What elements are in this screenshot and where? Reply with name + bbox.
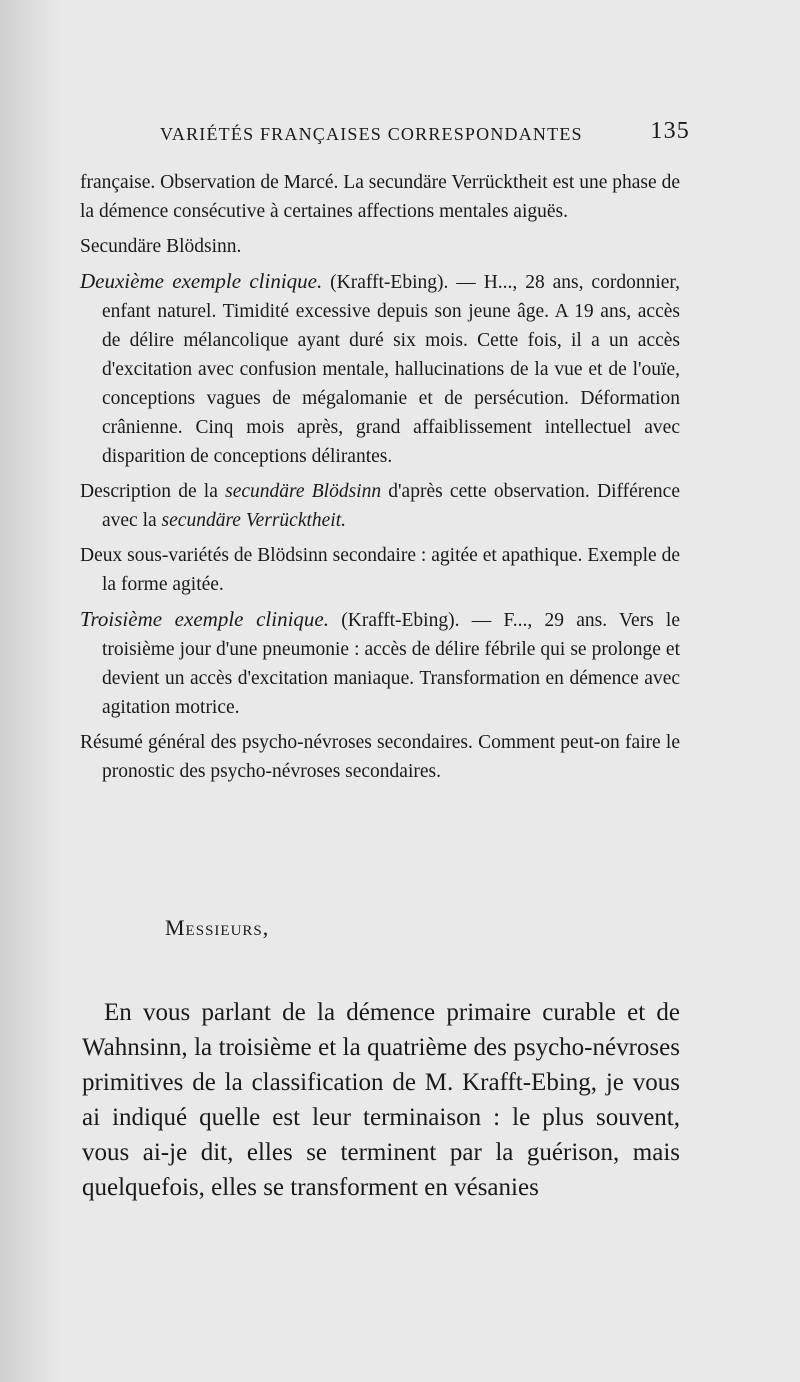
case-text: (Krafft-Ebing). — F..., 29 ans. Vers le troisième jour d'une pneumonie : accès de délire fébrile qui se prolonge et devient un accès d'excitation maniaque. Transformation en démence avec agitation motrice. — [102, 610, 680, 718]
summary-paragraph — [80, 267, 680, 471]
italic-term: secundäre Verrücktheit. — [161, 510, 347, 531]
summary-paragraph: Résumé général des psycho-névroses secondaires. Comment peut-on faire le pronostic des psycho-névroses secondaires. — [80, 732, 680, 782]
binding-shadow — [0, 0, 60, 1382]
body-paragraph: En vous parlant de la démence primaire curable et de Wahnsinn, la troisième et la quatrième des psycho-névroses primitives de la classification de M. Krafft-Ebing, je vous ai indiqué quelle est leur terminaison : le plus souvent, vous ai-je dit, elles se terminent par la guérison, mais quelquefois, elles se transforment en vésanies — [82, 999, 680, 1201]
summary-paragraph: française. Observation de Marcé. La secundäre Verrücktheit est une phase de la démence consécutive à certaines affections mentales aiguës. — [80, 172, 680, 222]
case-heading: Deuxième exemple clinique. — [80, 269, 323, 293]
text-run: d'après cette observation. Différence avec la — [102, 481, 680, 531]
case-heading: Troisième exemple clinique. — [80, 607, 329, 631]
chapter-summary — [80, 168, 680, 792]
salutation: Messieurs, — [165, 915, 270, 940]
text-run: Description de la — [80, 481, 226, 502]
summary-paragraph: Deux sous-variétés de Blödsinn secondaire : agitée et apathique. Exemple de la forme agitée. — [80, 545, 680, 595]
case-text: (Krafft-Ebing). — H..., 28 ans, cordonnier, enfant naturel. Timidité excessive depuis son jeune âge. A 19 ans, accès de délire mélancolique ayant duré six mois. Cette fois, il a un accès d'excitation avec confusion mentale, hallucinations de la vue et de l'ouïe, conceptions vagues de mégalomanie et de persécution. Déformation crânienne. Cinq mois après, grand affaiblissement intellectuel avec disparition de conceptions délirantes. — [102, 272, 680, 467]
italic-term: secundäre Blödsinn — [225, 481, 382, 502]
summary-heading: Secundäre Blödsinn. — [80, 236, 242, 257]
summary-paragraph — [80, 605, 680, 722]
running-title: VARIÉTÉS FRANÇAISES CORRESPONDANTES — [160, 124, 583, 144]
page-number: 135 — [650, 118, 690, 144]
summary-paragraph — [80, 477, 680, 535]
